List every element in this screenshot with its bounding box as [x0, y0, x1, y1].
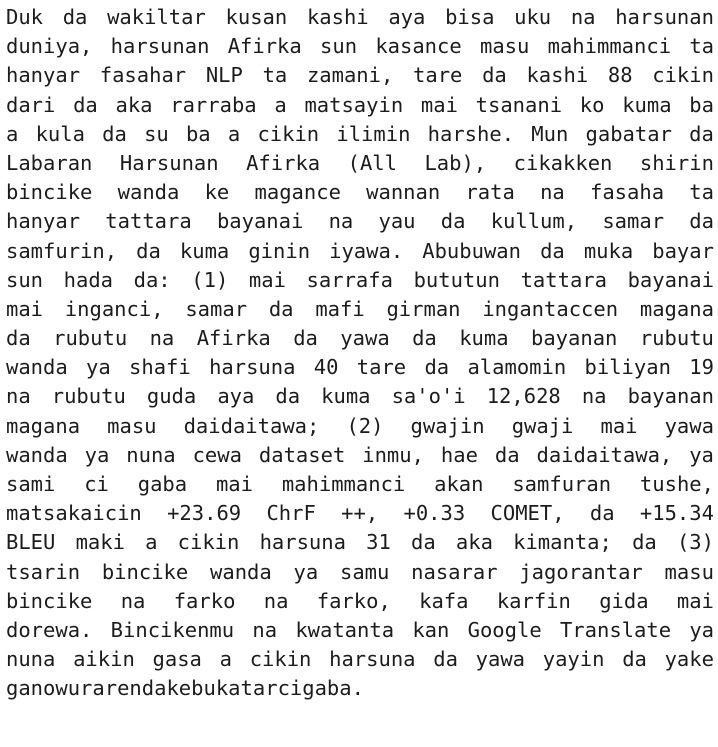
word: harsunan [615, 5, 714, 29]
word: gabatar [585, 121, 672, 146]
word: sami [6, 472, 56, 496]
word: samfurin, [6, 238, 118, 263]
word: cikin [652, 63, 714, 88]
word: (1) [191, 267, 229, 292]
word: kuma [179, 238, 230, 263]
text-line [6, 61, 714, 90]
word: dorewa. [6, 617, 93, 642]
text-line [6, 32, 714, 61]
word: mai [6, 296, 44, 321]
word: matsayin [304, 92, 404, 117]
word: ci [84, 472, 109, 496]
word: da [136, 238, 161, 263]
word: gaba [137, 472, 188, 496]
word: da: [133, 267, 171, 292]
word: Afirka [227, 34, 302, 59]
word: samar [185, 296, 248, 321]
text-line [6, 353, 714, 382]
word: na [328, 209, 354, 234]
word: mai [420, 92, 458, 117]
word: samu [340, 559, 390, 584]
word: kuma [622, 92, 672, 117]
word: kusan [225, 5, 288, 29]
word: ya [293, 559, 319, 584]
word: bayanai [216, 209, 304, 234]
text-line [6, 558, 714, 587]
word: cikin [249, 647, 312, 672]
word: wakiltar [107, 5, 206, 29]
word: alamomin [467, 355, 567, 380]
word: +15.34 [639, 501, 714, 526]
word: ya [689, 442, 714, 467]
word: (2) [346, 413, 384, 438]
word: masu [107, 413, 157, 438]
word: na [6, 384, 31, 409]
word: da [62, 5, 88, 29]
word: shafi [129, 355, 191, 380]
text-line [6, 266, 714, 295]
word: nuna [126, 442, 176, 467]
word: duniya, [6, 34, 93, 59]
word: (3) [676, 530, 714, 555]
word: bisa [445, 5, 495, 29]
word: wanda [6, 355, 68, 380]
word: su [144, 121, 169, 146]
word: tsanani [475, 92, 563, 117]
word: yawa [664, 413, 714, 438]
word: magana [6, 413, 81, 438]
word: girman [386, 296, 461, 321]
word: da [268, 296, 294, 321]
word: na [252, 617, 278, 642]
text-line [6, 441, 714, 470]
word: Labaran [6, 150, 93, 175]
word: da [440, 209, 466, 234]
word: mai [215, 472, 253, 496]
word: mai [600, 413, 638, 438]
word: kwatanta [295, 617, 395, 642]
word: yake [664, 647, 714, 672]
word: wanda [6, 442, 68, 467]
word: da [424, 355, 450, 380]
word: gwaji [511, 413, 574, 438]
word: mahimmanci [547, 34, 672, 59]
word: bincike [101, 559, 189, 584]
text-line [6, 237, 714, 266]
word: da [412, 326, 437, 351]
text-line [6, 3, 714, 32]
word: da [411, 530, 436, 555]
word: da [275, 384, 301, 409]
word: daidaitawa; [183, 413, 320, 438]
word: da [632, 530, 657, 555]
word: rarraba [170, 92, 257, 117]
word: tare [356, 355, 407, 380]
word: kullum, [490, 209, 578, 234]
word: ya [689, 617, 714, 642]
word: NLP [205, 63, 243, 88]
word: da [689, 209, 714, 234]
word: da [293, 326, 318, 351]
word: Lab), [424, 150, 487, 175]
word: yayin [542, 647, 605, 672]
word: 88 [607, 63, 633, 88]
word: bayar [652, 238, 714, 263]
word: da [482, 63, 507, 88]
word: +0.33 [403, 501, 466, 526]
word: harsuna [329, 647, 416, 672]
word: yawa [475, 647, 526, 672]
word: da [689, 121, 714, 146]
word: samfuran [512, 472, 612, 496]
word: fasaha [589, 180, 665, 205]
text-line [6, 149, 714, 178]
word: Mun [531, 121, 569, 146]
word: ta [262, 63, 288, 88]
word: na [581, 384, 607, 409]
word: tsarin [6, 559, 81, 584]
word: ginin [248, 238, 311, 263]
word: Duk [6, 5, 44, 29]
word: aka [455, 530, 493, 555]
word: Translate [559, 617, 672, 642]
word: tushe, [639, 472, 714, 496]
word: cewa [192, 442, 242, 467]
word: +23.69 [167, 501, 242, 526]
word: mai [248, 267, 286, 292]
word: hanyar [6, 63, 81, 88]
text-line [6, 499, 714, 528]
word: 31 [366, 530, 391, 555]
word: wanda [117, 180, 180, 205]
word: ya [84, 442, 110, 467]
text-line [6, 91, 714, 120]
word: harsuna [259, 530, 346, 555]
word: rata [465, 180, 515, 205]
text-line [6, 295, 714, 324]
word: maki [75, 530, 125, 555]
word: karfin [496, 588, 571, 613]
word: biliyan [584, 355, 671, 380]
word: gano [6, 676, 56, 701]
word: na [149, 326, 175, 351]
word: ingantaccen [482, 296, 619, 321]
word: ilimin [336, 121, 411, 146]
word: magance [254, 180, 341, 205]
word: cikin [177, 530, 240, 555]
word: nasarar [411, 559, 498, 584]
text-line [6, 587, 714, 616]
word: sun [6, 267, 44, 292]
word: BLEU [6, 530, 56, 555]
word: ba [185, 121, 211, 146]
text-line [6, 616, 714, 645]
word: fasahar [99, 63, 187, 88]
word: gwajin [410, 413, 485, 438]
word: daidaitawa, [536, 442, 673, 467]
word: rubutu [639, 326, 714, 351]
text-line [6, 207, 714, 236]
word: masu [479, 34, 530, 59]
word: Harsunan [119, 150, 219, 175]
word: ko [579, 92, 605, 117]
word: farko [173, 588, 236, 613]
word: aikin [73, 647, 135, 672]
word: ++, [341, 501, 379, 526]
word: mai [676, 588, 714, 613]
word: matsakaicin [6, 501, 142, 526]
word: Abubuwan [422, 238, 521, 263]
word: a [145, 530, 158, 555]
word: yawa [340, 326, 390, 351]
text-line [6, 178, 714, 207]
word: kan [412, 617, 450, 642]
word: uku [514, 5, 552, 29]
word: ChrF [266, 501, 316, 526]
word: bukatar [191, 676, 278, 701]
word: ke [166, 676, 192, 701]
word: farko, [316, 588, 391, 613]
word: nuna [6, 647, 56, 672]
word: kula [35, 121, 85, 146]
word: da [6, 326, 31, 351]
text-line [6, 470, 714, 499]
word: kimanta; [513, 530, 612, 555]
word: kuma [321, 384, 371, 409]
word: bayanan [627, 384, 714, 409]
word: bututun [413, 267, 500, 292]
word: Afirka [196, 326, 271, 351]
word: hanyar [6, 209, 81, 234]
word: cikin [257, 121, 320, 146]
word: sarrafa [306, 267, 393, 292]
word: Bincikenmu [110, 617, 235, 642]
word: da [589, 501, 615, 526]
text-line [6, 528, 714, 557]
word: mahimmanci [281, 472, 406, 496]
word: da [622, 647, 647, 672]
word: ba [689, 92, 714, 117]
document-body [6, 3, 714, 704]
word: rubutu [51, 384, 126, 409]
text-line [6, 645, 714, 674]
word: kafa [419, 588, 469, 613]
word: bincike [6, 588, 93, 613]
word: jagorantar [519, 559, 643, 584]
text-line [6, 412, 714, 441]
word: na [540, 180, 565, 205]
word: masu [664, 559, 714, 584]
word: kuma [459, 326, 509, 351]
word: zamani, [306, 63, 394, 88]
word: harsuna [209, 355, 296, 380]
word: na [263, 588, 289, 613]
word: na [120, 588, 146, 613]
word: gasa [152, 647, 202, 672]
word: da [540, 238, 565, 263]
word: bayanai [627, 267, 714, 292]
word: aya [388, 5, 426, 29]
word: bayanan [531, 326, 618, 351]
word: iyawa. [329, 238, 404, 263]
word: hada [63, 267, 114, 292]
word: akan [434, 472, 484, 496]
word: na [570, 5, 596, 29]
word: tattara [105, 209, 192, 234]
word: harshe. [427, 121, 515, 146]
word: (All [347, 150, 397, 175]
word: harsunan [110, 34, 210, 59]
text-line [6, 674, 714, 703]
word: COMET, [490, 501, 565, 526]
word: wuraren [55, 676, 142, 701]
word: wannan [366, 180, 441, 205]
word: rubutu [53, 326, 128, 351]
word: inganci, [64, 296, 164, 321]
word: hae [440, 442, 478, 467]
word: dataset [258, 442, 346, 467]
word: magana [639, 296, 714, 321]
word: a [227, 121, 241, 146]
word: tattara [520, 267, 607, 292]
word: ta [689, 180, 714, 205]
word: da [102, 121, 127, 146]
word: gida [599, 588, 649, 613]
word: da [73, 92, 98, 117]
word: tare [413, 63, 463, 88]
word: sun [320, 34, 358, 59]
word: guda [146, 384, 197, 409]
text-line [6, 382, 714, 411]
word: da [494, 442, 520, 467]
word: da [141, 676, 167, 701]
word: cikakken [513, 150, 613, 175]
word: kasance [375, 34, 462, 59]
word: 40 [313, 355, 339, 380]
word: aya [217, 384, 255, 409]
word: kashi [526, 63, 589, 88]
word: muka [583, 238, 634, 263]
word: 19 [689, 355, 714, 380]
word: da [433, 647, 458, 672]
word: samar [602, 209, 665, 234]
word: wanda [210, 559, 272, 584]
word: ta [689, 34, 714, 59]
word: gaba. [302, 676, 364, 701]
word: aka [115, 92, 153, 117]
word: mafi [315, 296, 365, 321]
word: Afirka [246, 150, 321, 175]
word: ci [277, 676, 303, 701]
word: ke [204, 180, 230, 205]
text-line [6, 324, 714, 353]
word: a [6, 121, 19, 146]
word: inmu, [362, 442, 424, 467]
word: bincike [6, 180, 93, 205]
text-line [6, 120, 714, 149]
word: shirin [639, 150, 714, 175]
word: 12,628 [486, 384, 561, 409]
word: Google [467, 617, 542, 642]
word: a [274, 92, 287, 117]
word: a [219, 647, 232, 672]
word: ya [86, 355, 111, 380]
word: kashi [306, 5, 369, 29]
word: dari [6, 92, 56, 117]
word: sa'o'i [391, 384, 466, 409]
word: yau [378, 209, 416, 234]
